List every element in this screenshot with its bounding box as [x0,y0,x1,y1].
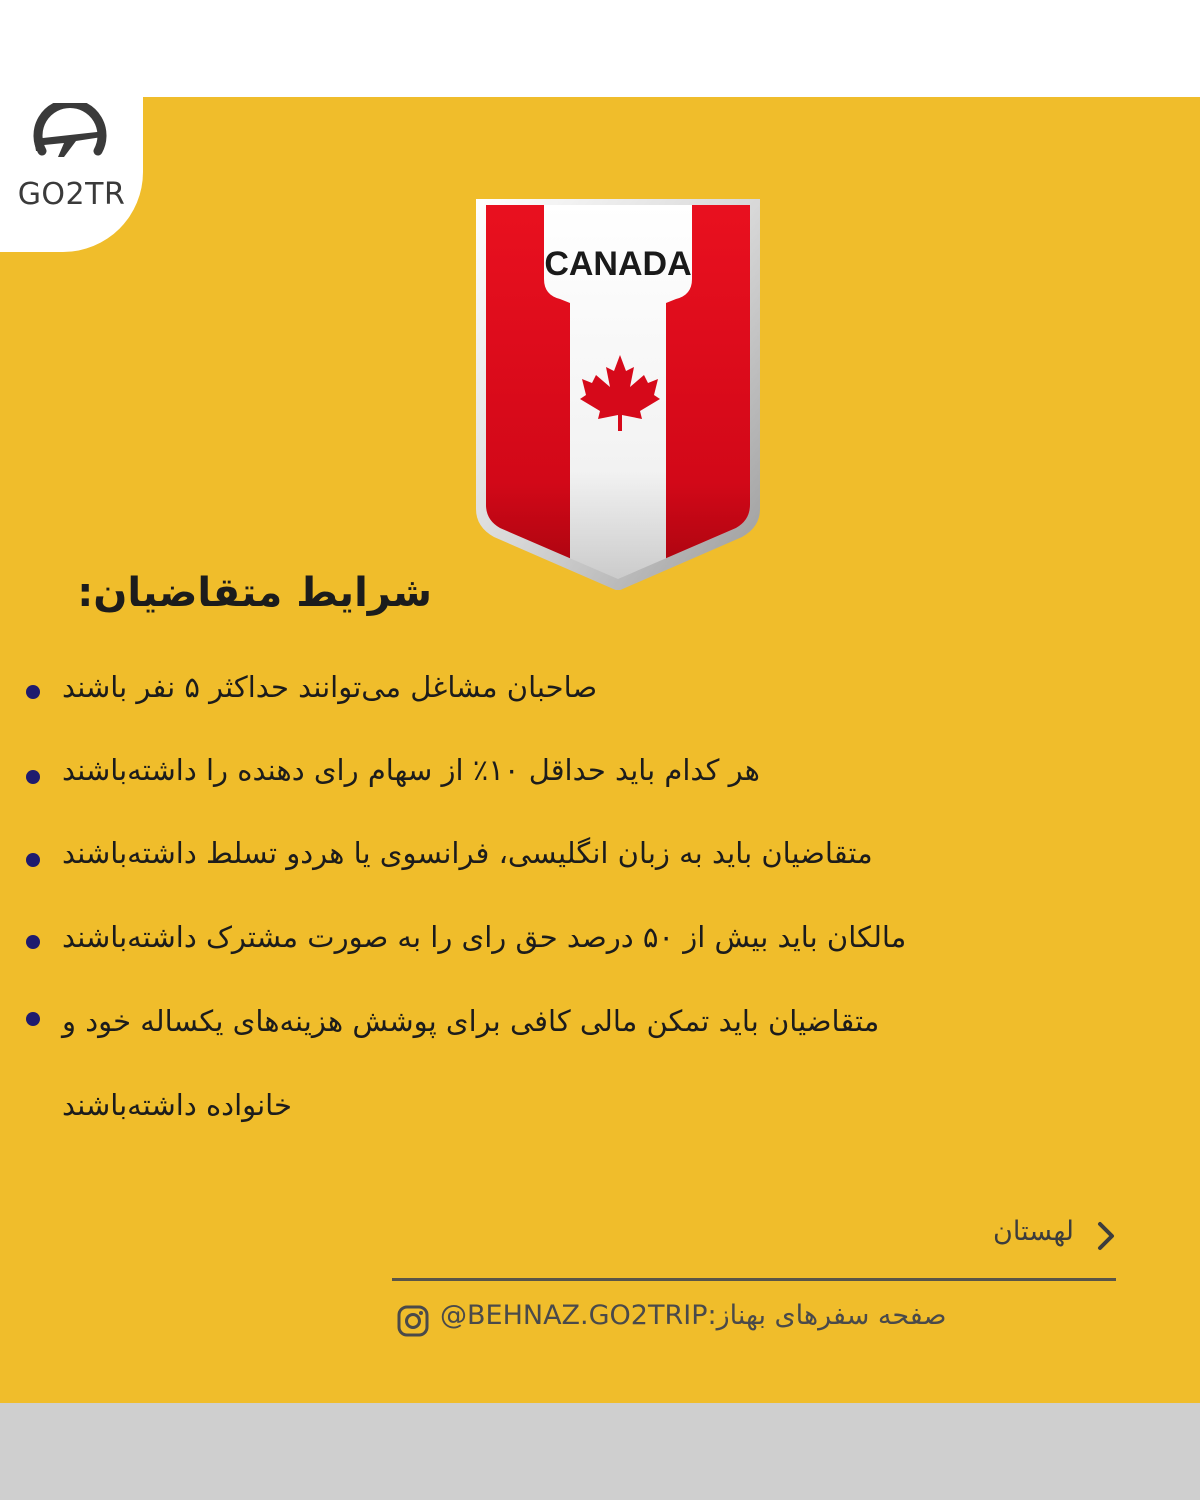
requirements-heading: شرایط متقاضیان: [77,570,432,616]
instagram-icon [396,1304,430,1338]
requirement-item-continued: خانواده داشته‌باشند [62,1088,292,1122]
bullet-dot [26,935,40,949]
requirement-item: متقاضیان باید به زبان انگلیسی، فرانسوی یا هردو تسلط داشته‌باشند [62,836,873,870]
bullet-dot [26,853,40,867]
plane-globe-icon [28,103,112,171]
requirement-item: متقاضیان باید تمکن مالی کافی برای پوشش هزینه‌های یکساله خود و [62,1004,880,1038]
badge-title: CANADA [544,245,692,283]
instagram-handle[interactable] [440,1300,946,1331]
requirement-item: مالکان باید بیش از ۵۰ درصد حق رای را به صورت مشترک داشته‌باشند [62,920,907,954]
bullet-dot [26,770,40,784]
chevron-right-icon [1090,1218,1120,1254]
next-country-label: لهستان [993,1216,1074,1247]
requirement-item: هر کدام باید حداقل ۱۰٪ از سهام رای دهنده را داشته‌باشند [62,753,760,787]
top-margin [0,0,1200,97]
brand-name: GO2TR [17,177,126,212]
instagram-footer[interactable] [396,1300,1056,1344]
bullet-dot [26,1012,40,1026]
instagram-handle-text: @BEHNAZ.GO2TRIP [440,1300,708,1331]
requirement-item: صاحبان مشاغل می‌توانند حداکثر ۵ نفر باشند [62,670,598,704]
canada-shield-badge [470,195,766,590]
next-country-link[interactable] [960,1212,1120,1262]
instagram-label: صفحه سفرهای بهناز: [707,1300,947,1331]
bullet-dot [26,685,40,699]
divider [392,1278,1116,1281]
bottom-margin [0,1403,1200,1500]
